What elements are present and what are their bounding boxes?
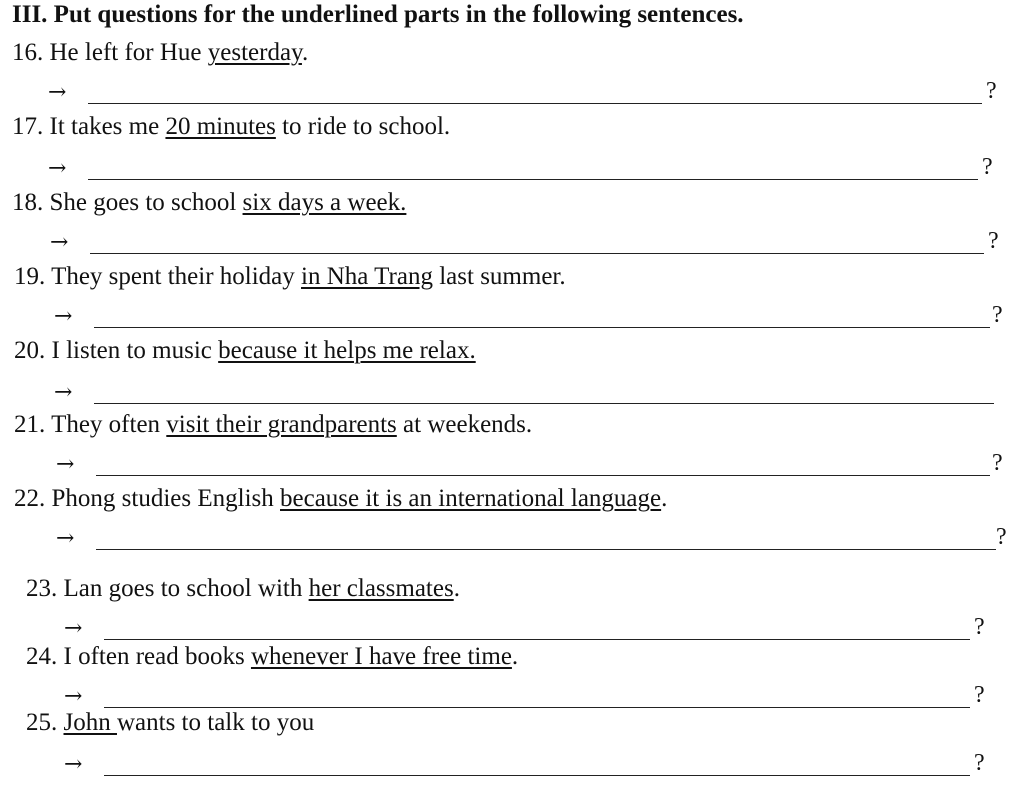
arrow-icon: → [48, 156, 67, 181]
question-mark: ? [974, 682, 985, 708]
sentence-text-end: wants to talk to you [116, 709, 315, 736]
question-mark: ? [992, 450, 1003, 476]
arrow-icon: → [64, 616, 83, 641]
question-number: 20. [14, 337, 52, 364]
answer-blank[interactable] [104, 775, 970, 776]
answer-line[interactable] [48, 156, 998, 184]
answer-blank[interactable] [88, 103, 982, 104]
arrow-icon: → [64, 684, 83, 709]
answer-blank[interactable] [96, 549, 996, 550]
question-number: 18. [12, 189, 50, 216]
answer-line[interactable] [54, 304, 1010, 332]
question-number: 25. [26, 709, 64, 736]
question-mark: ? [988, 228, 999, 254]
question-number: 16. [12, 39, 50, 66]
answer-line[interactable] [64, 752, 990, 780]
exercise-sentence [14, 410, 532, 440]
answer-line[interactable] [54, 380, 1014, 408]
underlined-part: her classmates [308, 575, 454, 602]
arrow-icon: → [48, 80, 67, 105]
exercise-sentence [12, 38, 308, 68]
answer-blank[interactable] [104, 639, 970, 640]
answer-line[interactable] [56, 526, 1016, 554]
question-number: 21. [14, 411, 52, 438]
sentence-text-end: to ride to school. [275, 113, 451, 140]
sentence-text: I listen to music [51, 337, 219, 364]
question-number: 22. [14, 485, 52, 512]
underlined-part: yesterday [207, 39, 302, 66]
arrow-icon: → [56, 526, 75, 551]
answer-line[interactable] [56, 452, 1010, 480]
sentence-text: It takes me [49, 113, 166, 140]
sentence-text-end: . [661, 485, 668, 512]
exercise-sentence [26, 642, 518, 672]
question-mark: ? [996, 524, 1007, 550]
sentence-text: She goes to school [49, 189, 243, 216]
sentence-text-end: . [453, 575, 460, 602]
underlined-part: because it helps me relax. [218, 337, 476, 364]
arrow-icon: → [54, 380, 73, 405]
sentence-text: Phong studies English [51, 485, 280, 512]
answer-blank[interactable] [94, 327, 990, 328]
sentence-text: Lan goes to school with [63, 575, 309, 602]
section-heading: III. Put questions for the underlined parts in the following sentences. [12, 1, 744, 28]
question-mark: ? [982, 154, 993, 180]
answer-line[interactable] [48, 80, 1002, 108]
exercise-sentence [26, 574, 460, 604]
underlined-part: 20 minutes [165, 113, 276, 140]
sentence-text: They spent their holiday [51, 263, 302, 290]
sentence-text-end: . [511, 643, 519, 670]
underlined-part: in Nha Trang [301, 263, 433, 290]
question-mark: ? [992, 302, 1003, 328]
underlined-part: because it is an international language [280, 485, 662, 512]
sentence-text: They often [51, 411, 167, 438]
arrow-icon: → [50, 230, 69, 255]
arrow-icon: → [54, 304, 73, 329]
underlined-part: whenever I have free time [250, 643, 512, 670]
answer-blank[interactable] [90, 253, 984, 254]
sentence-text: He left for Hue [49, 39, 208, 66]
sentence-text-end: at weekends. [396, 411, 533, 438]
exercise-sentence [12, 112, 450, 142]
exercise-sentence [14, 484, 667, 514]
answer-line[interactable] [64, 616, 990, 644]
answer-blank[interactable] [88, 179, 978, 180]
answer-line[interactable] [50, 230, 1004, 258]
sentence-text-end: . [301, 39, 309, 66]
question-mark: ? [974, 750, 985, 776]
exercise-sentence [12, 188, 406, 218]
question-number: 23. [26, 575, 64, 602]
sentence-text: I often read books [63, 643, 251, 670]
question-number: 24. [26, 643, 64, 670]
question-mark: ? [986, 78, 997, 104]
arrow-icon: → [64, 752, 83, 777]
underlined-part: John [63, 709, 117, 736]
exercise-sentence [26, 708, 314, 738]
exercise-sentence [14, 336, 476, 366]
underlined-part: visit their grandparents [166, 411, 397, 438]
answer-blank[interactable] [96, 475, 990, 476]
question-number: 17. [12, 113, 50, 140]
sentence-text-end: last summer. [432, 263, 566, 290]
arrow-icon: → [56, 452, 75, 477]
underlined-part: six days a week. [242, 189, 407, 216]
answer-blank[interactable] [94, 403, 994, 404]
question-number: 19. [14, 263, 52, 290]
question-mark: ? [974, 614, 985, 640]
exercise-sentence [14, 262, 566, 292]
